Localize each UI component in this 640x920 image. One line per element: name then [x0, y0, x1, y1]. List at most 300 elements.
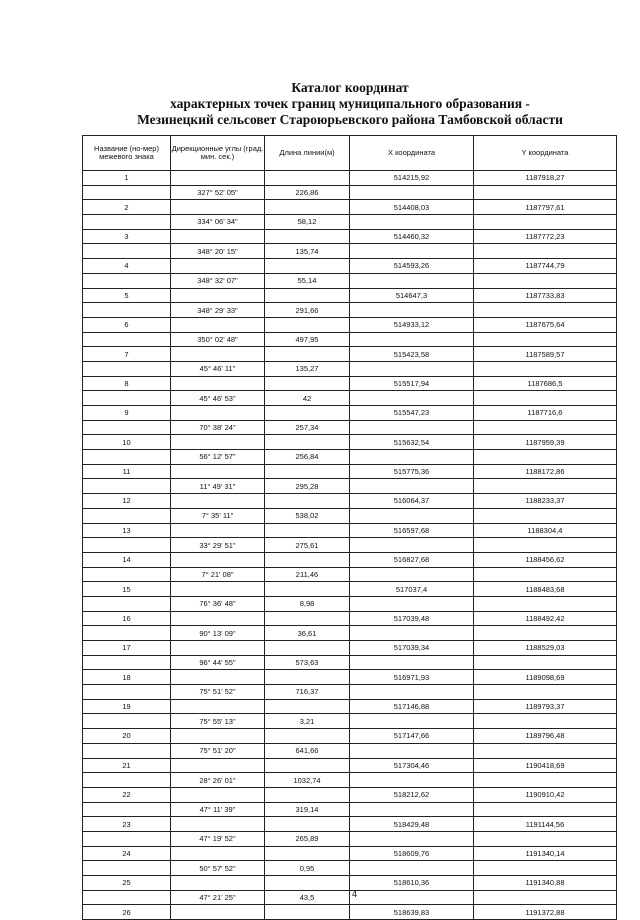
point-name-cell: 13 — [83, 523, 171, 538]
point-row — [83, 641, 617, 656]
empty-cell — [474, 831, 617, 846]
y-coordinate-cell: 1191372,88 — [474, 905, 617, 920]
empty-cell — [474, 332, 617, 347]
empty-cell — [265, 200, 350, 215]
empty-cell — [83, 655, 171, 670]
empty-cell — [474, 685, 617, 700]
line-length-cell: 3,21 — [265, 714, 350, 729]
empty-cell — [265, 376, 350, 391]
x-coordinate-cell: 514647,3 — [350, 288, 474, 303]
empty-cell — [350, 714, 474, 729]
y-coordinate-cell: 1187716,6 — [474, 406, 617, 421]
direction-angle-cell: 327° 52' 05" — [171, 185, 265, 200]
point-name-cell: 23 — [83, 817, 171, 832]
empty-cell — [83, 361, 171, 376]
empty-cell — [171, 406, 265, 421]
point-name-cell: 3 — [83, 229, 171, 244]
segment-row — [83, 273, 617, 288]
empty-cell — [350, 685, 474, 700]
line-length-cell: 0,95 — [265, 861, 350, 876]
empty-cell — [83, 626, 171, 641]
point-row — [83, 758, 617, 773]
x-coordinate-cell: 514408,03 — [350, 200, 474, 215]
empty-cell — [474, 890, 617, 905]
catalog-subtitle-line-2: Мезинецкий сельсовет Староюрьевского района Тамбовской области — [137, 112, 563, 127]
empty-cell — [265, 787, 350, 802]
empty-cell — [350, 626, 474, 641]
point-row — [83, 200, 617, 215]
y-coordinate-cell: 1191144,56 — [474, 817, 617, 832]
header-x-coordinate: X координата — [350, 136, 474, 171]
y-coordinate-cell: 1187589,57 — [474, 347, 617, 362]
empty-cell — [83, 538, 171, 553]
y-coordinate-cell: 1191340,14 — [474, 846, 617, 861]
empty-cell — [171, 523, 265, 538]
empty-cell — [265, 494, 350, 509]
segment-row — [83, 802, 617, 817]
x-coordinate-cell: 514215,92 — [350, 171, 474, 186]
direction-angle-cell: 33° 29' 51" — [171, 538, 265, 553]
empty-cell — [265, 582, 350, 597]
empty-cell — [265, 171, 350, 186]
point-row — [83, 582, 617, 597]
x-coordinate-cell: 517304,46 — [350, 758, 474, 773]
empty-cell — [350, 508, 474, 523]
segment-row — [83, 508, 617, 523]
empty-cell — [350, 185, 474, 200]
y-coordinate-cell: 1189793,37 — [474, 699, 617, 714]
table-header-row — [83, 136, 617, 171]
empty-cell — [350, 450, 474, 465]
y-coordinate-cell: 1188233,37 — [474, 494, 617, 509]
empty-cell — [350, 802, 474, 817]
empty-cell — [171, 464, 265, 479]
point-row — [83, 288, 617, 303]
y-coordinate-cell: 1187797,61 — [474, 200, 617, 215]
empty-cell — [350, 538, 474, 553]
direction-angle-cell: 47° 19' 52" — [171, 831, 265, 846]
point-name-cell: 26 — [83, 905, 171, 920]
segment-row — [83, 773, 617, 788]
x-coordinate-cell: 516827,68 — [350, 552, 474, 567]
x-coordinate-cell: 517146,88 — [350, 699, 474, 714]
direction-angle-cell: 75° 55' 13" — [171, 714, 265, 729]
point-name-cell: 16 — [83, 611, 171, 626]
empty-cell — [350, 743, 474, 758]
direction-angle-cell: 90° 13' 09" — [171, 626, 265, 641]
empty-cell — [171, 905, 265, 920]
segment-row — [83, 831, 617, 846]
point-name-cell: 7 — [83, 347, 171, 362]
point-row — [83, 670, 617, 685]
line-length-cell: 58,12 — [265, 215, 350, 230]
point-name-cell: 21 — [83, 758, 171, 773]
empty-cell — [265, 817, 350, 832]
point-row — [83, 523, 617, 538]
empty-cell — [83, 743, 171, 758]
segment-row — [83, 391, 617, 406]
empty-cell — [350, 303, 474, 318]
empty-cell — [83, 714, 171, 729]
segment-row — [83, 479, 617, 494]
empty-cell — [83, 773, 171, 788]
x-coordinate-cell: 517147,66 — [350, 729, 474, 744]
empty-cell — [83, 596, 171, 611]
line-length-cell: 497,95 — [265, 332, 350, 347]
point-name-cell: 12 — [83, 494, 171, 509]
coordinates-table — [82, 135, 617, 920]
page-number: 4 — [352, 889, 358, 899]
empty-cell — [171, 288, 265, 303]
empty-cell — [83, 479, 171, 494]
line-length-cell: 256,84 — [265, 450, 350, 465]
point-name-cell: 24 — [83, 846, 171, 861]
segment-row — [83, 626, 617, 641]
catalog-subtitle-line-1: характерных точек границ муниципального образования - — [170, 96, 530, 111]
empty-cell — [83, 890, 171, 905]
direction-angle-cell: 28° 26' 01" — [171, 773, 265, 788]
empty-cell — [350, 420, 474, 435]
empty-cell — [171, 699, 265, 714]
x-coordinate-cell: 516971,93 — [350, 670, 474, 685]
point-name-cell: 18 — [83, 670, 171, 685]
point-name-cell: 6 — [83, 317, 171, 332]
empty-cell — [265, 641, 350, 656]
y-coordinate-cell: 1187772,23 — [474, 229, 617, 244]
segment-row — [83, 685, 617, 700]
direction-angle-cell: 50° 57' 52" — [171, 861, 265, 876]
x-coordinate-cell: 517037,4 — [350, 582, 474, 597]
point-row — [83, 406, 617, 421]
empty-cell — [265, 905, 350, 920]
point-name-cell: 22 — [83, 787, 171, 802]
line-length-cell: 1032,74 — [265, 773, 350, 788]
empty-cell — [83, 450, 171, 465]
segment-row — [83, 303, 617, 318]
y-coordinate-cell: 1187959,39 — [474, 435, 617, 450]
empty-cell — [265, 229, 350, 244]
empty-cell — [350, 273, 474, 288]
empty-cell — [83, 273, 171, 288]
direction-angle-cell: 348° 29' 33" — [171, 303, 265, 318]
x-coordinate-cell: 516064,37 — [350, 494, 474, 509]
empty-cell — [171, 435, 265, 450]
empty-cell — [83, 215, 171, 230]
y-coordinate-cell: 1187675,64 — [474, 317, 617, 332]
x-coordinate-cell: 514460,32 — [350, 229, 474, 244]
x-coordinate-cell: 515632,54 — [350, 435, 474, 450]
direction-angle-cell: 47° 11' 39" — [171, 802, 265, 817]
empty-cell — [265, 464, 350, 479]
point-name-cell: 9 — [83, 406, 171, 421]
x-coordinate-cell: 515547,23 — [350, 406, 474, 421]
point-name-cell: 10 — [83, 435, 171, 450]
empty-cell — [265, 347, 350, 362]
x-coordinate-cell: 516597,68 — [350, 523, 474, 538]
direction-angle-cell: 76° 36' 48" — [171, 596, 265, 611]
empty-cell — [474, 479, 617, 494]
segment-row — [83, 743, 617, 758]
point-name-cell: 14 — [83, 552, 171, 567]
x-coordinate-cell: 518609,76 — [350, 846, 474, 861]
empty-cell — [350, 244, 474, 259]
empty-cell — [265, 288, 350, 303]
empty-cell — [474, 303, 617, 318]
point-row — [83, 817, 617, 832]
point-name-cell: 1 — [83, 171, 171, 186]
y-coordinate-cell: 1190910,42 — [474, 787, 617, 802]
empty-cell — [265, 876, 350, 891]
point-name-cell: 17 — [83, 641, 171, 656]
line-length-cell: 135,27 — [265, 361, 350, 376]
direction-angle-cell: 7° 35' 11" — [171, 508, 265, 523]
x-coordinate-cell: 514593,26 — [350, 259, 474, 274]
point-name-cell: 20 — [83, 729, 171, 744]
line-length-cell: 135,74 — [265, 244, 350, 259]
point-row — [83, 347, 617, 362]
point-name-cell: 8 — [83, 376, 171, 391]
empty-cell — [83, 420, 171, 435]
line-length-cell: 211,46 — [265, 567, 350, 582]
y-coordinate-cell: 1187744,79 — [474, 259, 617, 274]
empty-cell — [474, 273, 617, 288]
empty-cell — [171, 729, 265, 744]
x-coordinate-cell: 514933,12 — [350, 317, 474, 332]
point-name-cell: 4 — [83, 259, 171, 274]
y-coordinate-cell: 1187686,5 — [474, 376, 617, 391]
empty-cell — [83, 802, 171, 817]
y-coordinate-cell: 1187733,83 — [474, 288, 617, 303]
direction-angle-cell: 7° 21' 08" — [171, 567, 265, 582]
line-length-cell: 538,02 — [265, 508, 350, 523]
line-length-cell: 291,66 — [265, 303, 350, 318]
header-y-coordinate: Y координата — [474, 136, 617, 171]
catalog-title: Каталог координат — [291, 80, 409, 95]
segment-row — [83, 567, 617, 582]
empty-cell — [350, 831, 474, 846]
empty-cell — [350, 479, 474, 494]
direction-angle-cell: 11° 49' 31" — [171, 479, 265, 494]
empty-cell — [265, 406, 350, 421]
point-name-cell: 25 — [83, 876, 171, 891]
header-direction-angle: Дирекционные углы (град. мин. сек.) — [171, 136, 265, 171]
empty-cell — [350, 596, 474, 611]
empty-cell — [83, 508, 171, 523]
y-coordinate-cell: 1189796,48 — [474, 729, 617, 744]
empty-cell — [83, 685, 171, 700]
empty-cell — [265, 435, 350, 450]
empty-cell — [83, 567, 171, 582]
empty-cell — [265, 729, 350, 744]
point-row — [83, 699, 617, 714]
empty-cell — [171, 171, 265, 186]
point-row — [83, 259, 617, 274]
point-row — [83, 171, 617, 186]
empty-cell — [83, 244, 171, 259]
empty-cell — [474, 802, 617, 817]
point-row — [83, 905, 617, 920]
empty-cell — [350, 861, 474, 876]
point-row — [83, 729, 617, 744]
segment-row — [83, 215, 617, 230]
empty-cell — [474, 743, 617, 758]
empty-cell — [171, 552, 265, 567]
empty-cell — [474, 244, 617, 259]
empty-cell — [350, 215, 474, 230]
segment-row — [83, 244, 617, 259]
point-row — [83, 611, 617, 626]
y-coordinate-cell: 1189098,69 — [474, 670, 617, 685]
direction-angle-cell: 75° 51' 52" — [171, 685, 265, 700]
empty-cell — [171, 347, 265, 362]
empty-cell — [171, 611, 265, 626]
point-row — [83, 435, 617, 450]
direction-angle-cell: 70° 38' 24" — [171, 420, 265, 435]
direction-angle-cell: 47° 21' 25" — [171, 890, 265, 905]
direction-angle-cell: 45° 46' 53" — [171, 391, 265, 406]
segment-row — [83, 185, 617, 200]
empty-cell — [474, 420, 617, 435]
point-name-cell: 15 — [83, 582, 171, 597]
line-length-cell: 275,61 — [265, 538, 350, 553]
point-row — [83, 376, 617, 391]
x-coordinate-cell: 517039,48 — [350, 611, 474, 626]
segment-row — [83, 450, 617, 465]
empty-cell — [350, 391, 474, 406]
empty-cell — [474, 655, 617, 670]
empty-cell — [474, 567, 617, 582]
empty-cell — [474, 215, 617, 230]
empty-cell — [265, 670, 350, 685]
empty-cell — [171, 582, 265, 597]
line-length-cell: 43,5 — [265, 890, 350, 905]
segment-row — [83, 420, 617, 435]
empty-cell — [265, 699, 350, 714]
segment-row — [83, 538, 617, 553]
empty-cell — [265, 758, 350, 773]
empty-cell — [265, 846, 350, 861]
direction-angle-cell: 348° 32' 07" — [171, 273, 265, 288]
empty-cell — [474, 861, 617, 876]
x-coordinate-cell: 518639,83 — [350, 905, 474, 920]
empty-cell — [83, 332, 171, 347]
empty-cell — [83, 861, 171, 876]
line-length-cell: 42 — [265, 391, 350, 406]
direction-angle-cell: 56° 12' 57" — [171, 450, 265, 465]
line-length-cell: 226,86 — [265, 185, 350, 200]
point-name-cell: 11 — [83, 464, 171, 479]
line-length-cell: 55,14 — [265, 273, 350, 288]
x-coordinate-cell: 518610,36 — [350, 876, 474, 891]
empty-cell — [350, 567, 474, 582]
empty-cell — [171, 876, 265, 891]
x-coordinate-cell: 518212,62 — [350, 787, 474, 802]
point-row — [83, 846, 617, 861]
line-length-cell: 8,98 — [265, 596, 350, 611]
empty-cell — [474, 538, 617, 553]
line-length-cell: 573,63 — [265, 655, 350, 670]
point-row — [83, 317, 617, 332]
y-coordinate-cell: 1188483,68 — [474, 582, 617, 597]
y-coordinate-cell: 1188529,03 — [474, 641, 617, 656]
empty-cell — [350, 332, 474, 347]
y-coordinate-cell: 1190418,69 — [474, 758, 617, 773]
header-line-length: Длина линии(м) — [265, 136, 350, 171]
point-row — [83, 464, 617, 479]
empty-cell — [171, 229, 265, 244]
point-row — [83, 876, 617, 891]
empty-cell — [171, 846, 265, 861]
direction-angle-cell: 96° 44' 55" — [171, 655, 265, 670]
empty-cell — [474, 773, 617, 788]
empty-cell — [350, 361, 474, 376]
empty-cell — [171, 670, 265, 685]
empty-cell — [83, 831, 171, 846]
point-row — [83, 494, 617, 509]
empty-cell — [474, 450, 617, 465]
segment-row — [83, 361, 617, 376]
line-length-cell: 295,28 — [265, 479, 350, 494]
x-coordinate-cell: 515423,58 — [350, 347, 474, 362]
header-point-name: Название (но-мер) межевого знака — [83, 136, 171, 171]
empty-cell — [171, 259, 265, 274]
point-row — [83, 787, 617, 802]
direction-angle-cell: 334° 06' 34" — [171, 215, 265, 230]
empty-cell — [474, 361, 617, 376]
segment-row — [83, 655, 617, 670]
empty-cell — [171, 200, 265, 215]
empty-cell — [350, 890, 474, 905]
empty-cell — [265, 552, 350, 567]
empty-cell — [265, 259, 350, 274]
empty-cell — [474, 185, 617, 200]
line-length-cell: 257,34 — [265, 420, 350, 435]
point-row — [83, 229, 617, 244]
empty-cell — [171, 376, 265, 391]
segment-row — [83, 890, 617, 905]
empty-cell — [350, 655, 474, 670]
line-length-cell: 716,37 — [265, 685, 350, 700]
empty-cell — [265, 611, 350, 626]
empty-cell — [350, 773, 474, 788]
empty-cell — [474, 508, 617, 523]
y-coordinate-cell: 1188456,62 — [474, 552, 617, 567]
y-coordinate-cell: 1188172,86 — [474, 464, 617, 479]
direction-angle-cell: 45° 46' 11" — [171, 361, 265, 376]
line-length-cell: 36,61 — [265, 626, 350, 641]
y-coordinate-cell: 1191340,88 — [474, 876, 617, 891]
empty-cell — [171, 317, 265, 332]
direction-angle-cell: 350° 02' 48" — [171, 332, 265, 347]
segment-row — [83, 861, 617, 876]
y-coordinate-cell: 1188492,42 — [474, 611, 617, 626]
empty-cell — [83, 185, 171, 200]
segment-row — [83, 596, 617, 611]
empty-cell — [171, 494, 265, 509]
point-name-cell: 5 — [83, 288, 171, 303]
line-length-cell: 319,14 — [265, 802, 350, 817]
segment-row — [83, 332, 617, 347]
x-coordinate-cell: 517039,34 — [350, 641, 474, 656]
x-coordinate-cell: 515517,94 — [350, 376, 474, 391]
line-length-cell: 265,89 — [265, 831, 350, 846]
segment-row — [83, 714, 617, 729]
empty-cell — [171, 817, 265, 832]
point-name-cell: 2 — [83, 200, 171, 215]
empty-cell — [474, 714, 617, 729]
empty-cell — [265, 523, 350, 538]
table-body — [83, 171, 617, 920]
